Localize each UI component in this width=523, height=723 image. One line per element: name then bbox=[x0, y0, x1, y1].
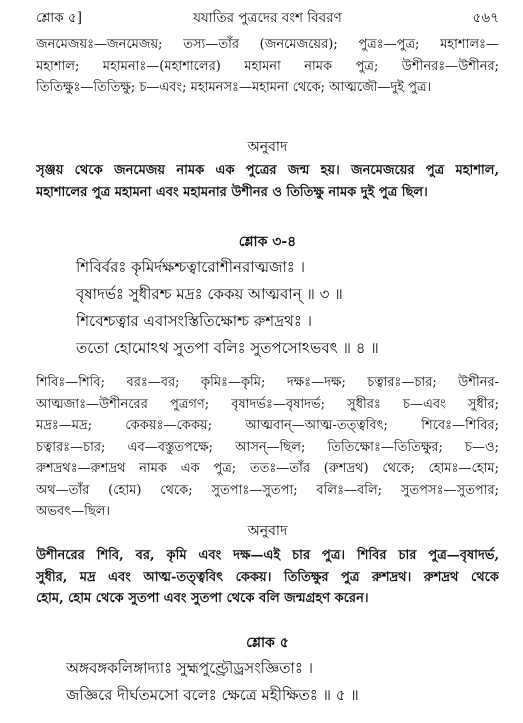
synonyms-line: তিতিক্ষুঃ—তিতিক্ষু; চ—এবং; মহামনসঃ—মহামনা থেকে; আত্মজৌ—দুই পুত্র। bbox=[36, 80, 432, 95]
translation-heading: অনুবাদ bbox=[247, 523, 288, 539]
synonyms-line: চত্বারঃ—চার; এব—বস্তুতপক্ষে; আসন্—ছিল; তিতিক্ষোঃ—তিতিক্ষুর; চ—ও; bbox=[36, 439, 499, 455]
synonyms-line: জনমেজয়ঃ—জনমেজয়; তস্য—তাঁর (জনমেজয়ের); পুত্রঃ—পুত্র; মহাশালঃ— bbox=[36, 37, 499, 52]
translation-line: সৃঞ্জয় থেকে জনমেজয় নামক এক পুত্রের জন্ম হয়। জনমেজয়ের পুত্র মহাশাল, bbox=[36, 163, 499, 178]
verse-line: ততো হোমোঽথ সুতপা বলিঃ সুতপসোঽভবৎ ॥ ৪ ॥ bbox=[76, 339, 379, 357]
translation-line: মহাশালের পুত্র মহামনা এবং মহামনার উশীনর ও তিতিক্ষু নামক দুই পুত্র ছিল। bbox=[36, 184, 428, 200]
synonyms-line: আত্মজাঃ—উশীনরের পুত্রগণ; বৃষাদর্ভঃ—বৃষাদর্ভ; সুধীরঃ চ—এবং সুধীর; bbox=[36, 396, 499, 412]
page-header bbox=[36, 6, 499, 30]
verse-heading: শ্লোক ৫ bbox=[246, 635, 289, 651]
synonyms-block-1 bbox=[36, 34, 499, 99]
translation-block-2 bbox=[36, 545, 499, 610]
synonyms-line: অভবৎ—ছিল। bbox=[36, 504, 111, 519]
verse-heading: শ্লোক ৩-৪ bbox=[238, 234, 297, 250]
verse-line: বৃষাদর্ভঃ সুধীরশ্চ মদ্রঃ কেকয় আত্মবান্ ॥ ৩ ॥ bbox=[76, 285, 343, 303]
translation-heading: অনুবাদ bbox=[247, 139, 288, 155]
verse-reference: শ্লোক ৫] bbox=[36, 10, 82, 26]
synonyms-line: অথ—তাঁর (হোম) থেকে; সুতপাঃ—সুতপা; বলিঃ—বলি; সুতপসঃ—সুতপার; bbox=[36, 482, 499, 498]
translation-line: হোম, হোম থেকে সুতপা এবং সুতপা থেকে বলি জন্মগ্রহণ করেন। bbox=[36, 591, 369, 606]
verse-line: জজ্ঞিরে দীর্ঘতমসো বলেঃ ক্ষেত্রে মহীক্ষিতঃ ॥ ৫ ॥ bbox=[66, 686, 359, 704]
page-number: ৫৬৭ bbox=[472, 10, 499, 26]
synonyms-block-2 bbox=[36, 372, 499, 523]
synonyms-line: শিবিঃ—শিবি; বরঃ—বর; কৃমিঃ—কৃমি; দক্ষঃ—দক্ষ; চত্বারঃ—চার; উশীনর- bbox=[36, 375, 499, 390]
translation-line: উশীনরের শিবি, বর, কৃমি এবং দক্ষ—এই চার পুত্র। শিবির চার পুত্র—বৃষাদর্ভ, bbox=[36, 548, 499, 563]
synonyms-line: মহাশাল; মহামনাঃ—(মহাশালের) মহামনা নামক পুত্র; উশীনরঃ—উশীনর; bbox=[36, 58, 499, 74]
translation-block-1 bbox=[36, 160, 499, 203]
verse-line: শিবির্বরঃ কৃমির্দক্ষশ্চত্বারোশীনরাত্মজাঃ । bbox=[76, 258, 305, 276]
running-title: যযাতির পুত্রদের বংশ বিবরণ bbox=[193, 10, 342, 26]
translation-line: সুধীর, মদ্র এবং আত্ম-তত্ত্ববিৎ কেকয়। তিতিক্ষুর পুত্র রুশদ্রথ। রুশদ্রথ থেকে bbox=[36, 569, 499, 585]
verse-line: শিবেশ্চত্বার এবাসংস্তিতিক্ষোশ্চ রুশদ্রথঃ । bbox=[76, 312, 312, 330]
synonyms-line: মদ্রঃ—মদ্র; কেকয়ঃ—কেকয়; আত্মবান্—আত্ম-তত্ত্ববিৎ; শিবেঃ—শিবির; bbox=[36, 418, 499, 433]
synonyms-line: রুশদ্রথঃ—রুশদ্রথ নামক এক পুত্র; ততঃ—তাঁর (রুশদ্রথ) থেকে; হোমঃ—হোম; bbox=[36, 461, 499, 476]
verse-line: অঙ্গবঙ্গকলিঙ্গাদ্যাঃ সুহ্মপুণ্ড্রৌড্রসংজ্ঞিতাঃ । bbox=[66, 659, 314, 677]
